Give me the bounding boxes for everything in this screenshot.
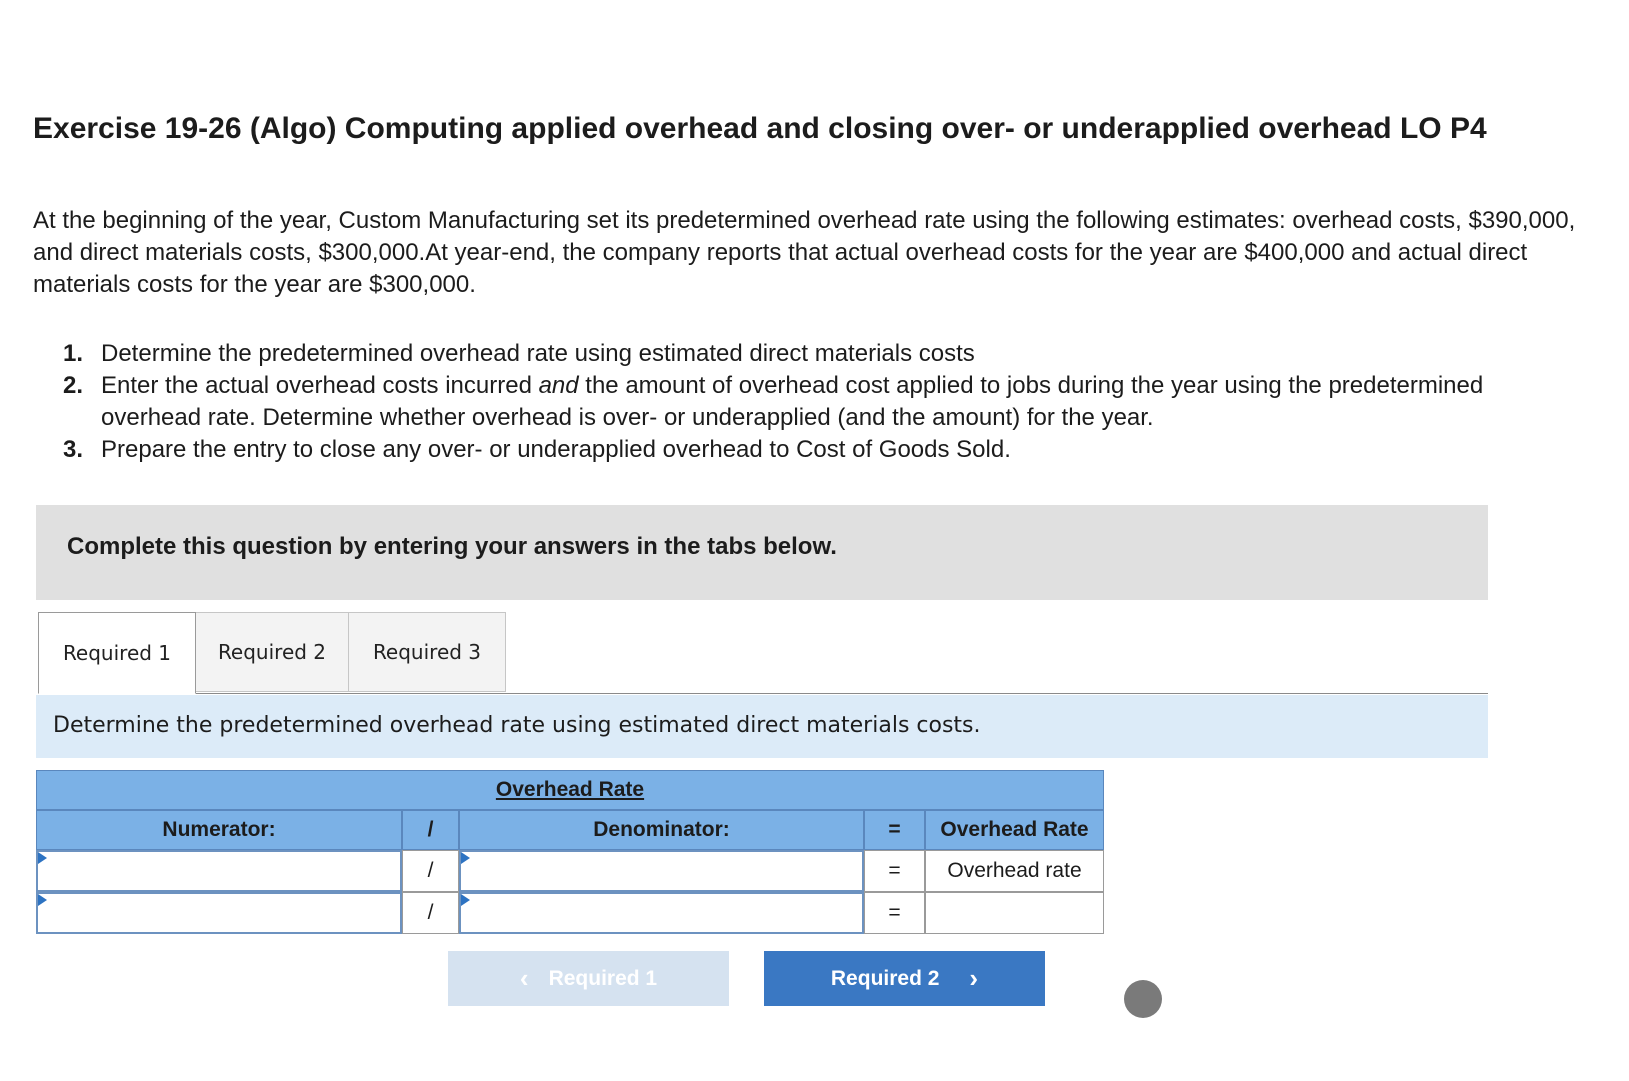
tab-required-1[interactable]: Required 1 [38, 612, 196, 694]
requirement-list [33, 338, 1553, 466]
exercise-title: Exercise 19-26 (Algo) Computing applied overhead and closing over- or underapplied overhead LO P4 [33, 112, 1487, 145]
divide-symbol: / [402, 892, 459, 934]
instruction-text: Complete this question by entering your answers in the tabs below. [67, 533, 837, 560]
header-denominator: Denominator: [459, 810, 864, 850]
requirement-text: Enter the actual overhead costs incurred [101, 372, 539, 399]
requirement-item [33, 370, 1553, 434]
next-button-label: Required 2 [830, 966, 940, 990]
requirement-emphasis: and [538, 372, 579, 399]
denominator-input-2[interactable] [459, 892, 864, 934]
tab-required-3[interactable]: Required 3 [348, 612, 506, 692]
overhead-rate-table [36, 770, 1104, 934]
requirement-number: 3. [63, 436, 84, 463]
instruction-banner [36, 505, 1488, 600]
result-value [925, 892, 1104, 934]
requirement-number: 1. [63, 340, 84, 367]
status-dot-icon [1124, 980, 1162, 1018]
equals-symbol: = [864, 892, 925, 934]
equals-symbol: = [864, 850, 925, 892]
chevron-right-icon: › [969, 963, 979, 993]
divide-symbol: / [402, 850, 459, 892]
tab-bar [38, 612, 1488, 694]
numerator-input-2[interactable] [36, 892, 402, 934]
answer-marker-icon [38, 852, 47, 864]
chevron-left-icon: ‹ [519, 963, 529, 993]
requirement-text: Prepare the entry to close any over- or underapplied overhead to Cost of Goods Sold. [101, 436, 1011, 463]
next-required-button[interactable] [764, 951, 1045, 1006]
header-divide: / [402, 810, 459, 850]
header-numerator: Numerator: [36, 810, 402, 850]
question-prompt-text: Determine the predetermined overhead rate using estimated direct materials costs. [53, 713, 981, 738]
question-prompt [36, 695, 1488, 758]
answer-marker-icon [461, 894, 470, 906]
tab-divider [38, 693, 1488, 694]
prev-required-button[interactable] [448, 951, 729, 1006]
requirement-number: 2. [63, 372, 84, 399]
denominator-input-1[interactable] [459, 850, 864, 892]
table-caption [36, 770, 1104, 810]
requirement-item [33, 338, 1553, 370]
result-label: Overhead rate [925, 850, 1104, 892]
table-caption-text: Overhead Rate [495, 778, 645, 801]
requirement-text: Determine the predetermined overhead rate using estimated direct materials costs [101, 340, 975, 367]
header-overhead-rate: Overhead Rate [925, 810, 1104, 850]
answer-marker-icon [38, 894, 47, 906]
requirement-item [33, 434, 1553, 466]
answer-marker-icon [461, 852, 470, 864]
requirement-text: the amount of overhead cost applied to jobs during the year using the predetermined overhead rate. Determine whether overhead is over- or underapplied (and the amount) for the year. [101, 372, 1484, 431]
prev-button-label: Required 1 [548, 966, 658, 990]
header-equals: = [864, 810, 925, 850]
exercise-intro: At the beginning of the year, Custom Manufacturing set its predetermined overhead rate using the following estimates: overhead costs, $390,000, and direct materials costs, $300,000.At year-end, the company reports that actual overhead costs for the year are $400,000 and actual direct materials costs for the year are $300,000. [33, 207, 1576, 298]
tab-required-2[interactable]: Required 2 [193, 612, 351, 692]
numerator-input-1[interactable] [36, 850, 402, 892]
